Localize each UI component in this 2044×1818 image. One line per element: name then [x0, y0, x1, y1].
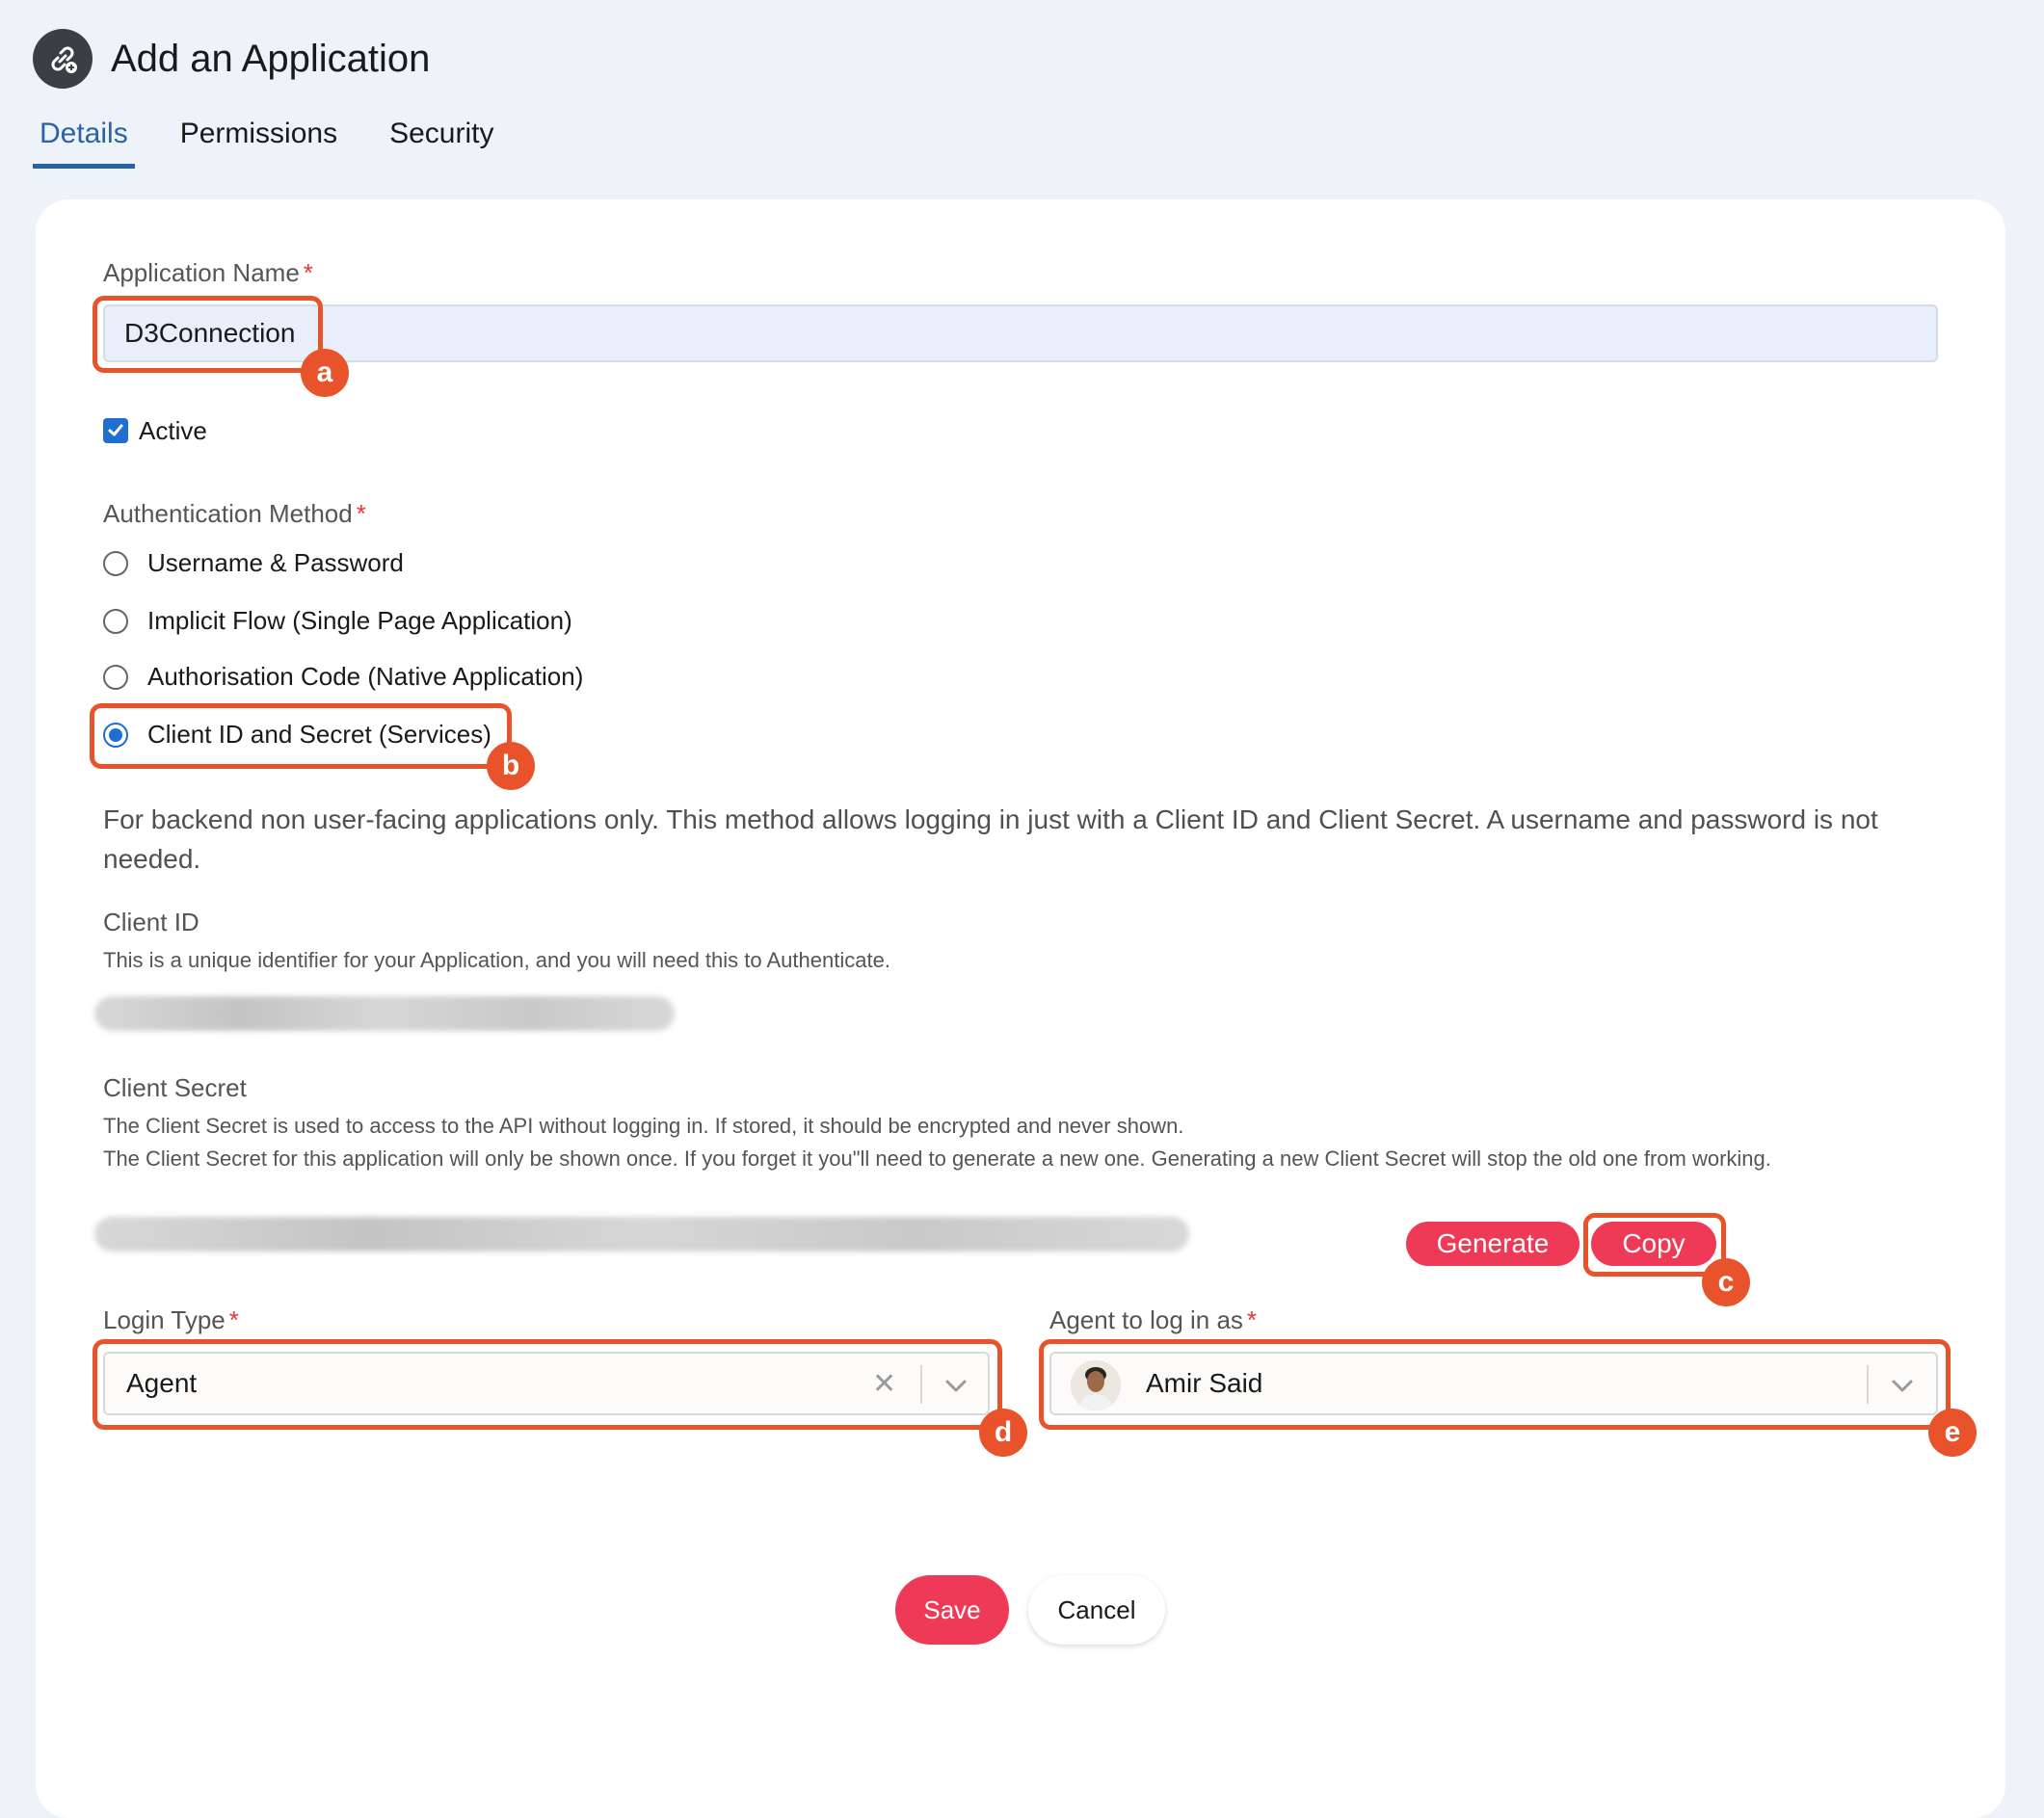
tab-details[interactable]: Details — [33, 118, 135, 169]
save-button[interactable]: Save — [895, 1575, 1009, 1645]
check-icon — [107, 422, 124, 439]
client-secret-help-2: The Client Secret for this application will only be shown once. If you forget it you"ll need to generate a new one. Generating a new Client Secret will stop the old one from working. — [103, 1146, 1771, 1171]
callout-e-badge: e — [1928, 1409, 1977, 1457]
radio-button[interactable] — [103, 609, 128, 634]
agent-value: Amir Said — [1146, 1368, 1263, 1398]
radio-label: Client ID and Secret (Services) — [147, 720, 491, 749]
radio-label: Username & Password — [147, 548, 404, 577]
generate-button[interactable]: Generate — [1406, 1222, 1579, 1266]
client-secret-help-1: The Client Secret is used to access to the API without logging in. If stored, it should be encrypted and never shown. — [103, 1114, 1184, 1138]
client-id-label: Client ID — [103, 908, 199, 936]
radio-button[interactable] — [103, 723, 128, 748]
avatar — [1071, 1360, 1121, 1410]
callout-a-badge: a — [301, 349, 349, 397]
tab-bar — [33, 118, 539, 169]
login-type-label: Login Type * — [103, 1305, 239, 1334]
page-title: Add an Application — [111, 37, 431, 80]
agent-select[interactable] — [1049, 1352, 1938, 1415]
chevron-down-icon[interactable] — [942, 1371, 970, 1400]
tab-security[interactable]: Security — [389, 118, 494, 149]
callout-c-badge: c — [1702, 1258, 1750, 1306]
login-type-select[interactable] — [103, 1352, 990, 1415]
radio-button[interactable] — [103, 665, 128, 690]
auth-description: For backend non user-facing applications only. This method allows logging in just with a Client ID and Client Secret. A username and password is not needed. — [103, 804, 1878, 874]
tab-permissions[interactable]: Permissions — [179, 118, 338, 149]
auth-method-label: Authentication Method * — [103, 499, 366, 528]
radio-button[interactable] — [103, 551, 128, 576]
app-name-label: Application Name * — [103, 258, 313, 287]
active-label: Active — [139, 416, 207, 445]
copy-button[interactable]: Copy — [1591, 1222, 1716, 1266]
client-secret-label: Client Secret — [103, 1073, 247, 1102]
radio-label: Implicit Flow (Single Page Application) — [147, 606, 572, 635]
page-header — [33, 29, 430, 89]
auth-option-client-id-secret[interactable] — [103, 720, 491, 750]
auth-option-authorisation-code[interactable] — [103, 662, 583, 692]
client-id-help: This is a unique identifier for your Application, and you will need this to Authenticate. — [103, 948, 890, 972]
agent-label: Agent to log in as * — [1049, 1305, 1258, 1334]
app-name-input[interactable]: D3Connection — [103, 304, 1938, 362]
cancel-button[interactable]: Cancel — [1028, 1575, 1165, 1645]
active-checkbox[interactable] — [103, 418, 128, 443]
auth-option-implicit-flow[interactable] — [103, 606, 572, 636]
callout-d-badge: d — [979, 1409, 1027, 1457]
clear-icon[interactable]: ✕ — [872, 1368, 897, 1400]
client-id-value-redacted — [94, 996, 675, 1031]
auth-option-username-password[interactable] — [103, 548, 404, 578]
client-secret-value-redacted — [94, 1217, 1189, 1252]
select-divider — [1867, 1365, 1869, 1404]
login-type-value: Agent — [126, 1368, 198, 1398]
link-icon — [33, 29, 93, 89]
radio-label: Authorisation Code (Native Application) — [147, 662, 584, 691]
select-divider — [920, 1365, 922, 1404]
chevron-down-icon[interactable] — [1888, 1371, 1917, 1400]
callout-b-badge: b — [487, 742, 535, 790]
